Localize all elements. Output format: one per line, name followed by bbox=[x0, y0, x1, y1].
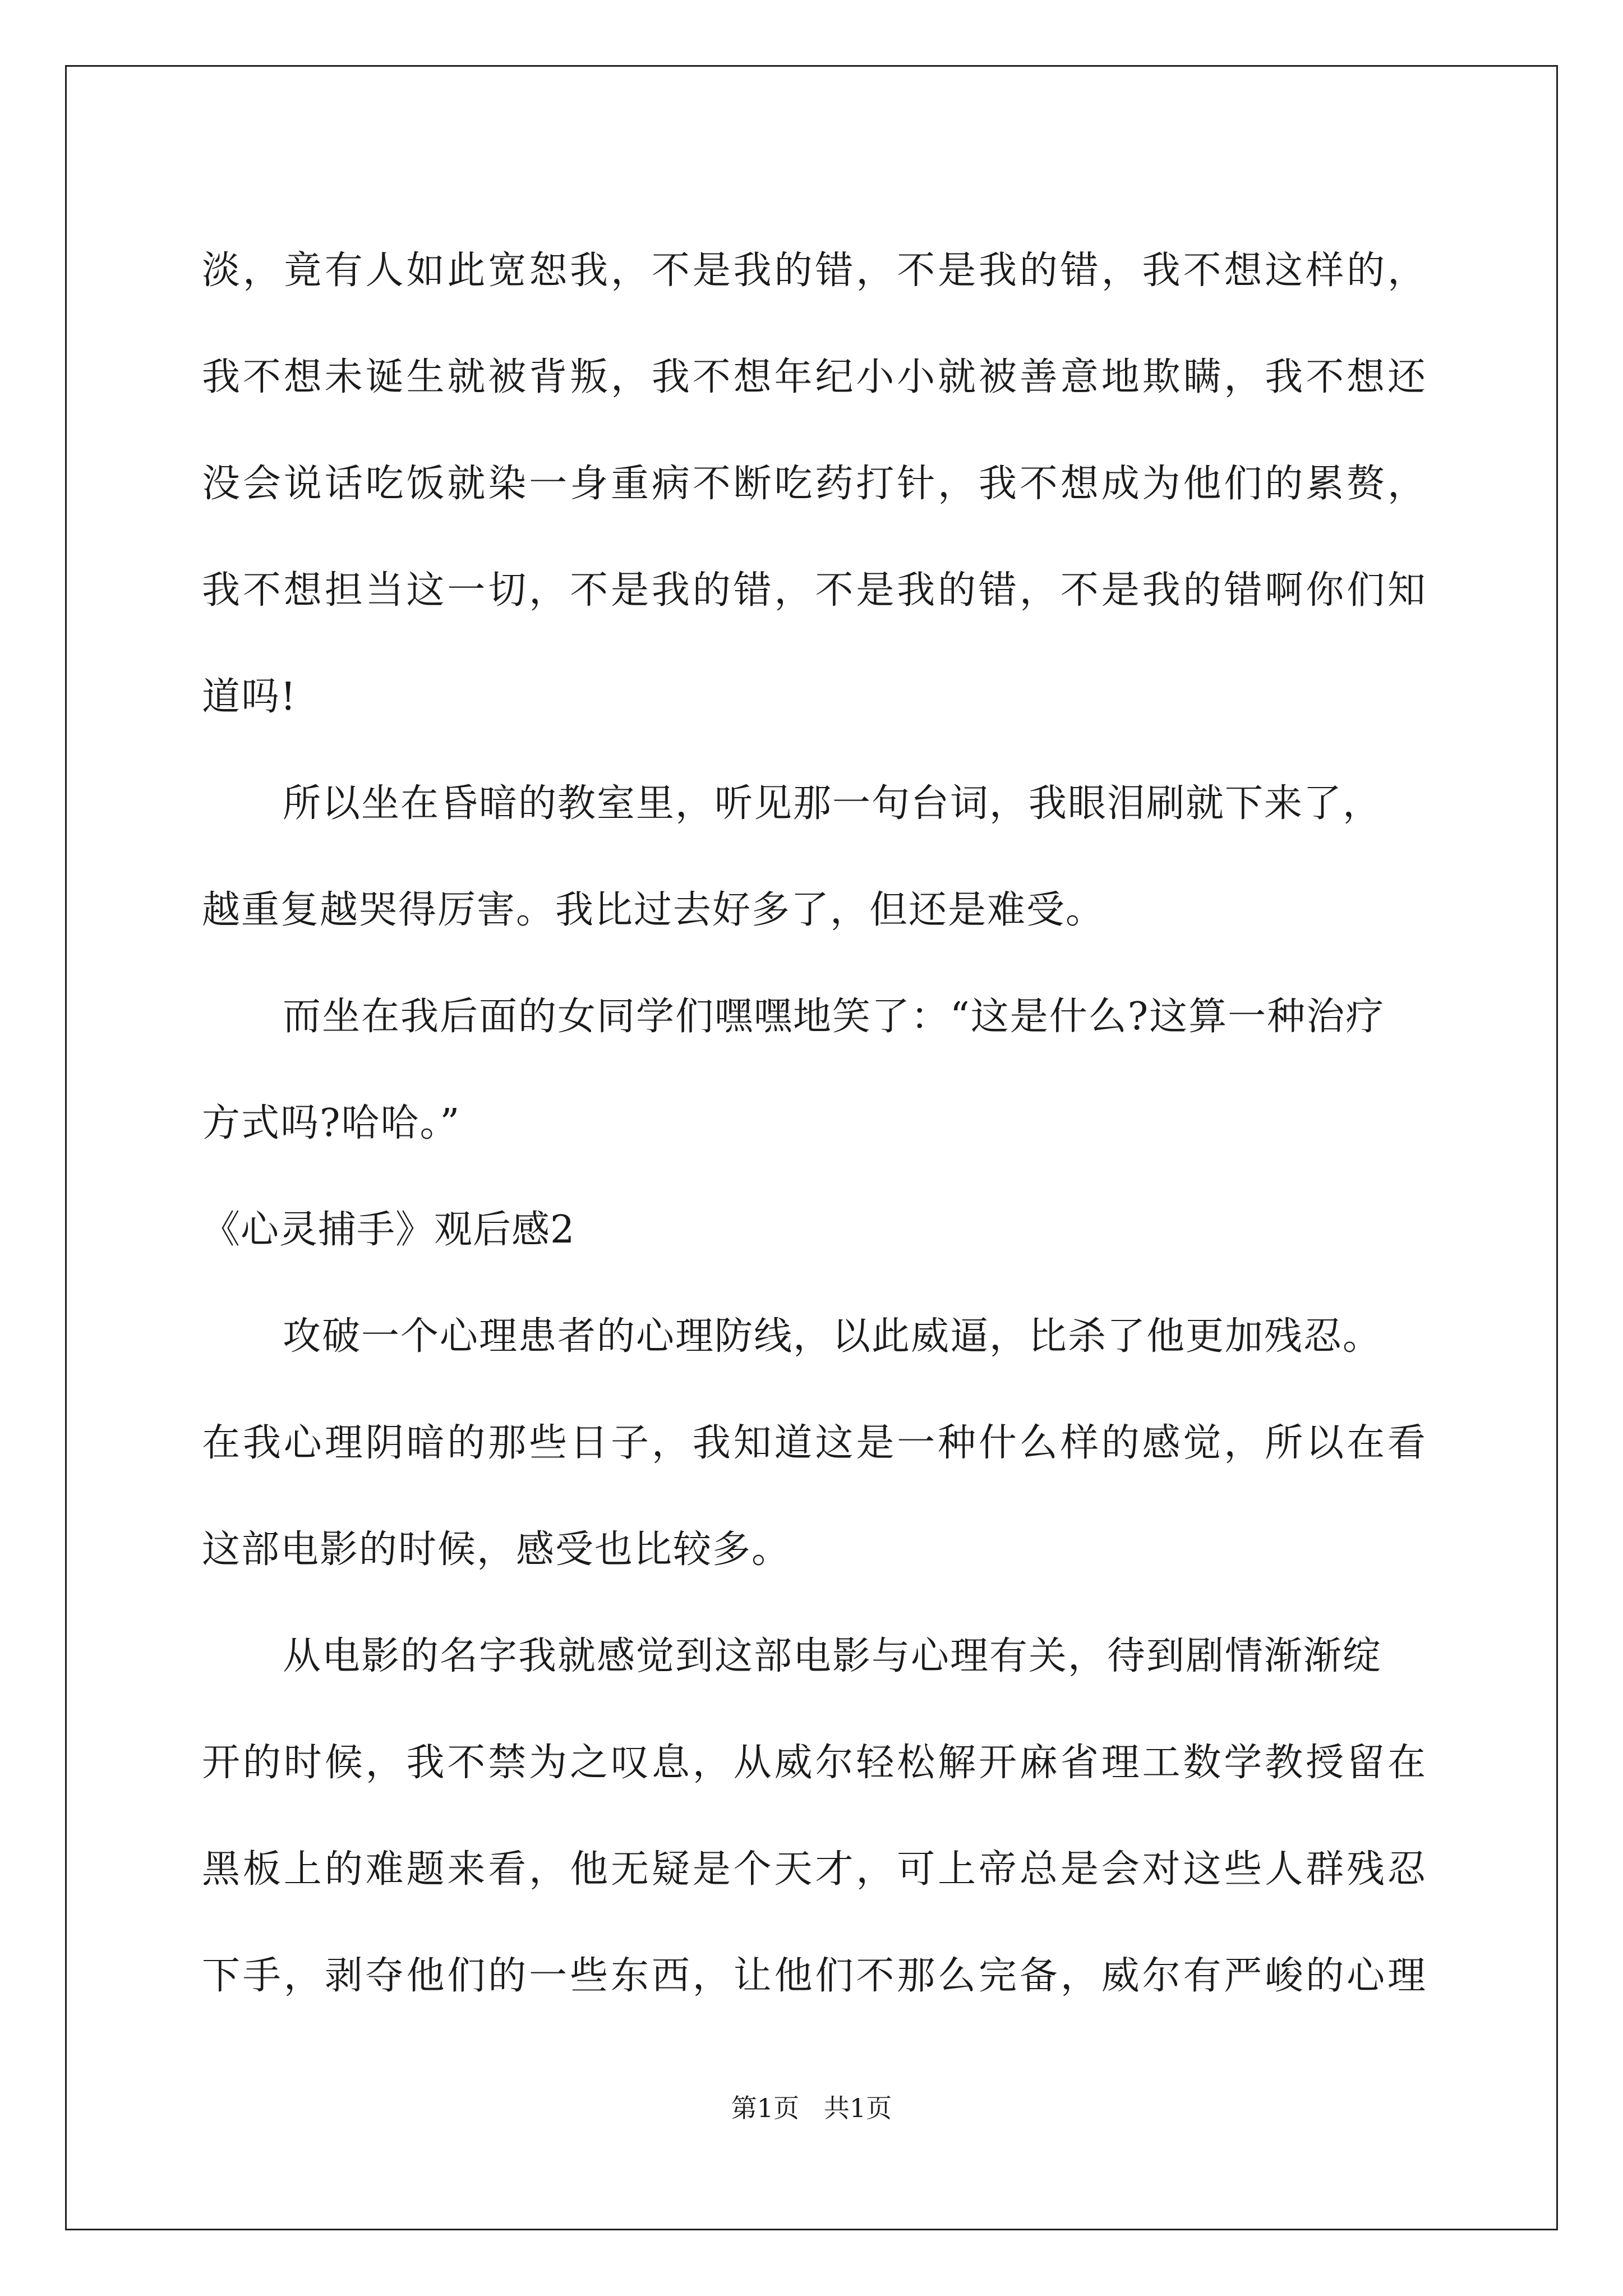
paragraph-first-line: 从电影的名字我就感觉到这部电影与心理有关，待到剧情渐渐绽 bbox=[283, 1634, 1382, 1678]
text-line: 在我心理阴暗的那些日子，我知道这是一种什么样的感觉，所以在看 bbox=[202, 1421, 1427, 1465]
paragraph-first-line: 攻破一个心理患者的心理防线，以此威逼，比杀了他更加残忍。 bbox=[283, 1314, 1382, 1359]
text-line: 下手，剥夺他们的一些东西，让他们不那么完备，威尔有严峻的心理 bbox=[202, 1954, 1427, 1998]
text-line: 没会说话吃饭就染一身重病不断吃药打针，我不想成为他们的累赘， bbox=[202, 462, 1427, 506]
text-line: 淡，竟有人如此宽恕我，不是我的错，不是我的错，我不想这样的， bbox=[202, 249, 1427, 293]
text-line: 黑板上的难题来看，他无疑是个天才，可上帝总是会对这些人群残忍 bbox=[202, 1847, 1427, 1892]
paragraph-first-line: 所以坐在昏暗的教室里，听见那一句台词，我眼泪刷就下来了， bbox=[283, 781, 1382, 826]
text-line: 我不想未诞生就被背叛，我不想年纪小小就被善意地欺瞒，我不想还 bbox=[202, 355, 1427, 399]
document-body bbox=[202, 218, 1427, 2030]
text-line: 我不想担当这一切，不是我的错，不是我的错，不是我的错啊你们知 bbox=[202, 568, 1427, 613]
text-line: 这部电影的时候，感受也比较多。 bbox=[202, 1527, 791, 1572]
text-line: 方式吗?哈哈。” bbox=[202, 1101, 461, 1145]
page-footer: 第1页 共1页 bbox=[731, 2093, 892, 2123]
text-line: 开的时候，我不禁为之叹息，从威尔轻松解开麻省理工数学教授留在 bbox=[202, 1741, 1427, 1785]
text-line: 道吗! bbox=[202, 675, 297, 719]
section-heading: 《心灵捕手》观后感2 bbox=[202, 1208, 575, 1252]
paragraph-first-line: 而坐在我后面的女同学们嘿嘿地笑了：“这是什么?这算一种治疗 bbox=[283, 995, 1385, 1039]
text-line: 越重复越哭得厉害。我比过去好多了，但还是难受。 bbox=[202, 888, 1105, 932]
